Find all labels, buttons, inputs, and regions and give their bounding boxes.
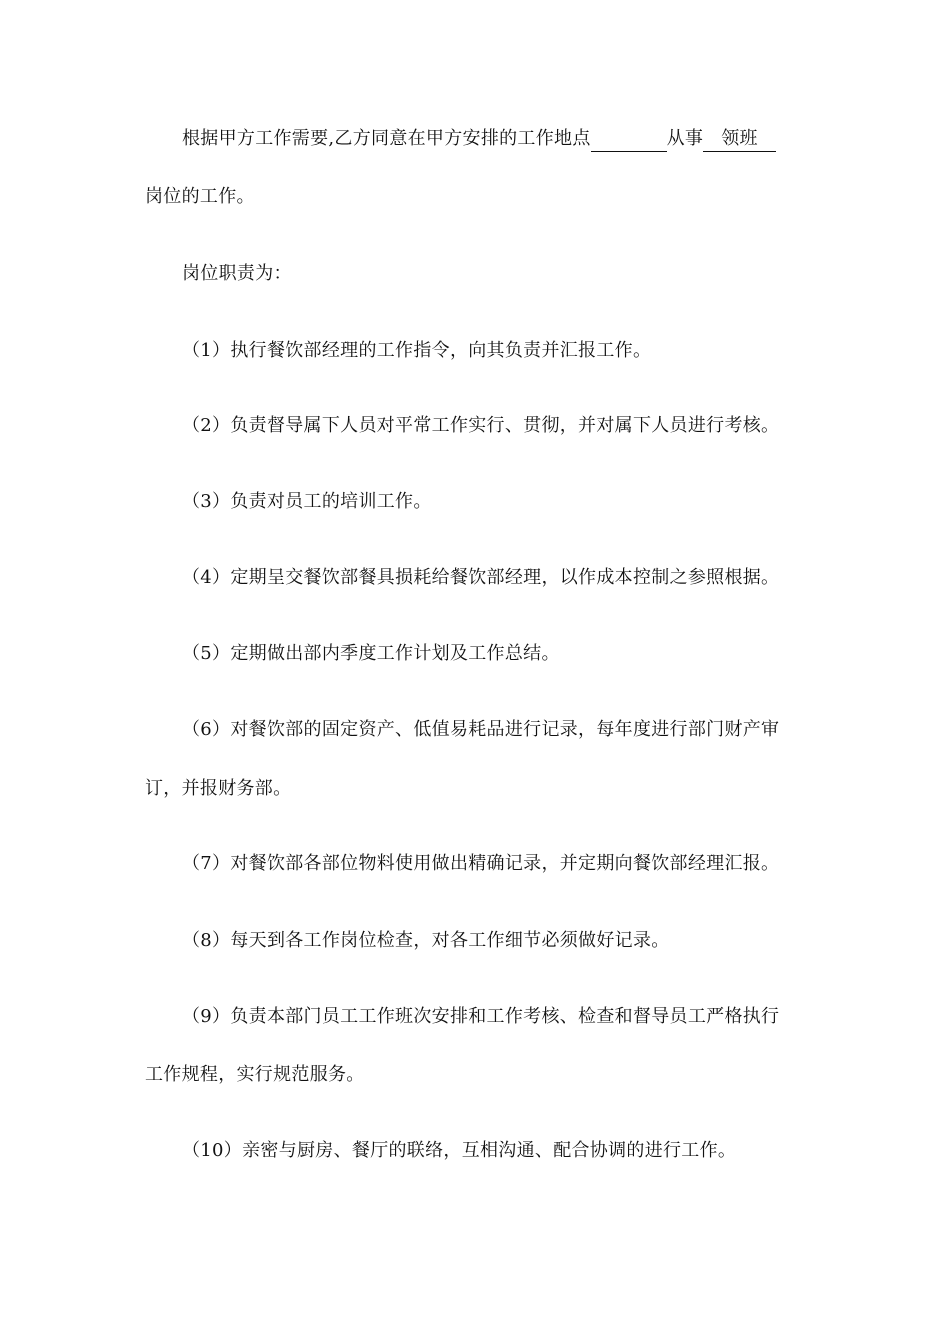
- duty-item-10: （10）亲密与厨房、餐厅的联络，互相沟通、配合协调的进行工作。: [182, 1140, 737, 1161]
- duty-item-8: （8）每天到各工作岗位检查，对各工作细节必须做好记录。: [182, 930, 670, 951]
- duty-item-9-continuation: 工作规程，实行规范服务。: [145, 1064, 365, 1085]
- duty-item-2: （2）负责督导属下人员对平常工作实行、贯彻，并对属下人员进行考核。: [182, 415, 780, 436]
- duty-item-7: （7）对餐饮部各部位物料使用做出精确记录，并定期向餐饮部经理汇报。: [182, 853, 780, 874]
- intro-lead: 根据甲方工作需要,乙方同意在甲方安排的工作地点: [182, 128, 591, 149]
- duties-heading: 岗位职责为：: [182, 263, 292, 284]
- duty-item-4: （4）定期呈交餐饮部餐具损耗给餐饮部经理，以作成本控制之参照根据。: [182, 567, 780, 588]
- duty-item-6: （6）对餐饮部的固定资产、低值易耗品进行记录，每年度进行部门财产审: [182, 719, 780, 740]
- duty-item-5: （5）定期做出部内季度工作计划及工作总结。: [182, 643, 560, 664]
- intro-line: [182, 127, 776, 152]
- duty-item-9: （9）负责本部门员工工作班次安排和工作考核、检查和督导员工严格执行: [182, 1006, 780, 1027]
- duty-item-1: （1）执行餐饮部经理的工作指令，向其负责并汇报工作。: [182, 340, 652, 361]
- intro-mid: 从事: [666, 128, 704, 149]
- duty-item-6-continuation: 订，并报财务部。: [145, 778, 292, 799]
- position-field: 领班: [703, 127, 776, 152]
- duty-item-3: （3）负责对员工的培训工作。: [182, 491, 432, 512]
- intro-continuation: 岗位的工作。: [145, 186, 255, 207]
- workplace-blank: [591, 131, 667, 152]
